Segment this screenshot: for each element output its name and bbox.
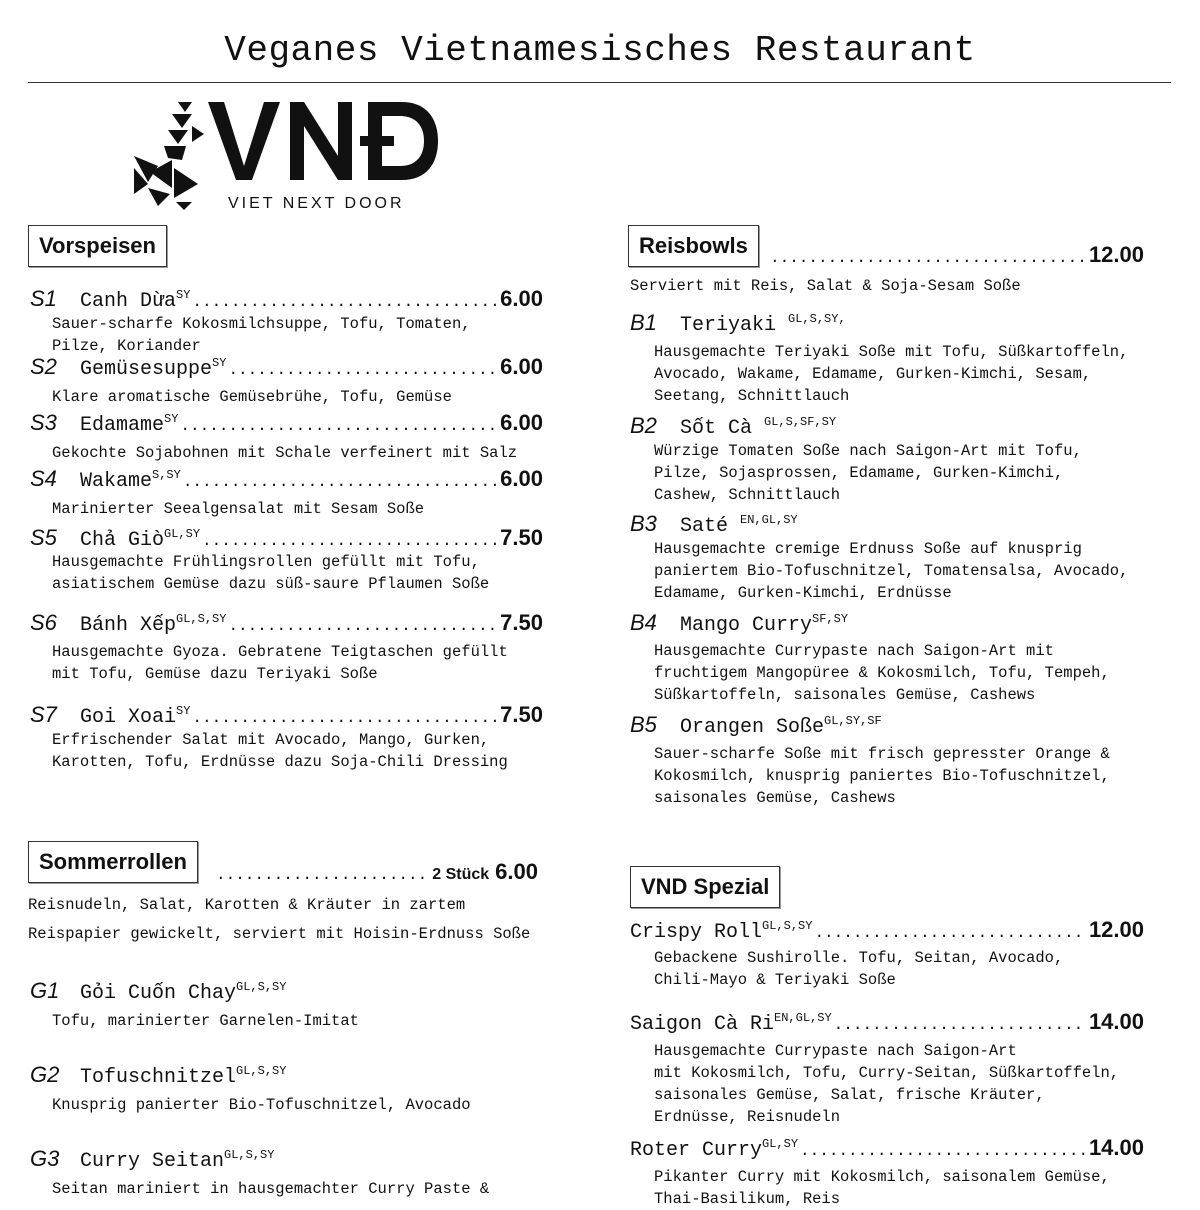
item-description: Sauer-scharfe Kokosmilchsuppe, Tofu, Tomaten, Pilze, Koriander	[52, 315, 471, 355]
item-name: Gỏi Cuốn Chay$^{GL,S,SY}$	[80, 980, 287, 1005]
menu-item-s4	[30, 466, 543, 493]
item-code: G1	[30, 978, 60, 1003]
item-description: Gebackene Sushirolle. Tofu, Seitan, Avocado, Chili-Mayo & Teriyaki Soße	[654, 949, 1064, 989]
item-price: 7.50	[500, 702, 543, 727]
dot-leader	[180, 417, 498, 435]
item-description: Würzige Tomaten Soße nach Saigon-Art mit Tofu, Pilze, Sojasprossen, Edamame, Gurken-Kimchi, Cashew, Schnittlauch	[654, 442, 1082, 504]
item-code: S3	[30, 410, 57, 435]
menu-item-g3	[30, 1146, 274, 1173]
item-code: B2	[630, 413, 657, 438]
dot-leader	[770, 249, 1087, 267]
item-code: G3	[30, 1146, 60, 1171]
dot-leader	[202, 532, 498, 550]
menu-item-roter-curry	[630, 1135, 1144, 1162]
dot-leader	[228, 617, 498, 635]
item-price: 14.00	[1088, 1009, 1144, 1034]
item-description: Hausgemachte Currypaste nach Saigon-Art mit fruchtigem Mangopüree & Kokosmilch, Tofu, Tempeh, Süßkartoffeln, saisonales Gemüse, Cashews	[654, 642, 1110, 704]
allergen-codes: GL,S,SY	[176, 612, 227, 626]
allergen-codes: GL,S,SY,	[788, 312, 846, 326]
menu-item-s1	[30, 286, 543, 313]
item-description: Hausgemachte Frühlingsrollen gefüllt mit Tofu, asiatischem Gemüse dazu süß-saure Pflaumen Soße	[52, 553, 490, 593]
allergen-codes: GL,S,SY	[236, 1064, 287, 1078]
item-code: S5	[30, 525, 57, 550]
item-code: B1	[630, 310, 657, 335]
item-price: 6.00	[500, 466, 543, 491]
item-code: B3	[630, 511, 657, 536]
item-name: Wakame$^{S,SY}$	[80, 468, 181, 493]
item-code: S6	[30, 610, 57, 635]
item-code: B5	[630, 712, 657, 737]
dot-leader	[814, 924, 1086, 942]
quantity-label: 2 Stück	[432, 866, 490, 883]
menu-item-s5	[30, 525, 543, 552]
dot-leader	[228, 361, 498, 379]
title-divider	[28, 82, 1171, 83]
item-name: Saigon Cà $Ri^{EN,GL,SY}$	[630, 1011, 832, 1036]
item-name: Roter Curry$^{GL,SY}$	[630, 1137, 799, 1162]
menu-item-crispy-roll	[630, 917, 1144, 944]
allergen-codes: EN,GL,SY	[740, 513, 798, 527]
allergen-codes: EN,GL,SY	[774, 1011, 832, 1025]
item-name: Mango Curry$^{SF,SY}$	[680, 612, 849, 637]
menu-item-g1	[30, 978, 286, 1005]
rooster-tangram-icon	[128, 98, 448, 216]
dot-leader	[216, 866, 430, 884]
section-intro: Serviert mit Reis, Salat & Soja-Sesam Soße	[630, 277, 1021, 295]
item-name: Crispy Roll$^{GL,S,SY}$	[630, 919, 813, 944]
allergen-codes: SY	[176, 704, 191, 718]
allergen-codes: GL,S,SY	[224, 1148, 275, 1162]
allergen-codes: GL,S,SF,SY	[764, 415, 837, 429]
section-heading-reisbowls: Reisbowls	[628, 225, 759, 267]
item-description: Erfrischender Salat mit Avocado, Mango, Gurken, Karotten, Tofu, Erdnüsse dazu Soja-Chili Dressing	[52, 731, 508, 771]
item-name: Tofuschnitzel$^{GL,S,SY}$	[80, 1064, 287, 1089]
item-description: Sauer-scharfe Soße mit frisch gepresster Orange & Kokosmilch, knusprig paniertes Bio-Tofuschnitzel, saisonales Gemüse, Cashews	[654, 745, 1110, 807]
reisbowls-price-line	[768, 242, 1144, 268]
allergen-codes: GL,SY	[164, 527, 201, 541]
item-price: 12.00	[1088, 917, 1144, 942]
item-name: Orangen Soße$^{GL,SY,SF}$	[680, 714, 882, 739]
item-description: Hausgemachte Currypaste nach Saigon-Art mit Kokosmilch, Tofu, Curry-Seitan, Süßkartoffeln, saisonales Gemüse, Salat, frische Kräuter, Erdnüsse, Reisnudeln	[654, 1042, 1120, 1126]
menu-item-b1	[630, 310, 846, 337]
item-code: S2	[30, 354, 57, 379]
allergen-codes: SY	[176, 288, 191, 302]
section-heading-sommerrollen: Sommerrollen	[28, 841, 198, 883]
item-name: Bánh Xếp$^{GL,S,SY}$	[80, 612, 227, 637]
item-name: Chả Giò$^{GL,SY}$	[80, 527, 201, 552]
section-price: 12.00	[1088, 242, 1144, 267]
allergen-codes: SY	[212, 356, 227, 370]
item-name: Teriyaki $^{GL,S,SY,}$	[680, 312, 846, 337]
item-code: B4	[630, 610, 657, 635]
item-description: Hausgemachte cremige Erdnuss Soße auf knusprig paniertem Bio-Tofuschnitzel, Tomatensalsa, Avocado, Edamame, Gurken-Kimchi, Erdnüsse	[654, 540, 1129, 602]
item-name: Sốt Cà $^{GL,S,SF,SY}$	[680, 415, 837, 440]
allergen-codes: S,SY	[152, 468, 181, 482]
section-price: 6.00	[495, 859, 538, 884]
dot-leader	[834, 1016, 1087, 1034]
item-description: Hausgemachte Teriyaki Soße mit Tofu, Süßkartoffeln, Avocado, Wakame, Edamame, Gurken-Kimchi, Sesam, Seetang, Schnittlauch	[654, 343, 1129, 405]
item-code: G2	[30, 1062, 60, 1087]
vnd-logo	[128, 98, 448, 216]
dot-leader	[800, 1142, 1087, 1160]
allergen-codes: GL,SY,SF	[824, 714, 882, 728]
menu-item-s2	[30, 354, 543, 381]
sommerrollen-price-line	[214, 859, 538, 885]
item-description: Hausgemachte Gyoza. Gebratene Teigtaschen gefüllt mit Tofu, Gemüse dazu Teriyaki Soße	[52, 643, 508, 683]
dot-leader	[192, 293, 498, 311]
item-description: Gekochte Sojabohnen mit Schale verfeinert mit Salz	[52, 444, 518, 462]
restaurant-title: Veganes Vietnamesisches Restaurant	[224, 30, 976, 71]
item-description: Pikanter Curry mit Kokosmilch, saisonalem Gemüse, Thai-Basilikum, Reis	[654, 1168, 1110, 1208]
allergen-codes: SF,SY	[812, 612, 849, 626]
allergen-codes: GL,S,SY	[236, 980, 287, 994]
menu-item-saigon-ca-ri	[630, 1009, 1144, 1036]
menu-item-g2	[30, 1062, 286, 1089]
item-description: Marinierter Seealgensalat mit Sesam Soße	[52, 500, 425, 518]
item-price: 7.50	[500, 525, 543, 550]
menu-item-b4	[630, 610, 848, 637]
item-name: Saté $^{EN,GL,SY}$	[680, 513, 798, 538]
item-code: S1	[30, 286, 57, 311]
item-price: 7.50	[500, 610, 543, 635]
menu-item-b5	[630, 712, 882, 739]
menu-item-s7	[30, 702, 543, 729]
menu-item-b2	[630, 413, 836, 440]
allergen-codes: GL,S,SY	[762, 919, 813, 933]
item-code: S4	[30, 466, 57, 491]
item-price: 6.00	[500, 410, 543, 435]
item-price: 6.00	[500, 354, 543, 379]
dot-leader	[183, 473, 498, 491]
item-price: 6.00	[500, 286, 543, 311]
menu-item-s3	[30, 410, 543, 437]
section-heading-vnd-spezial: VND Spezial	[630, 866, 780, 908]
item-price: 14.00	[1088, 1135, 1144, 1160]
item-description: Tofu, marinierter Garnelen-Imitat	[52, 1012, 359, 1030]
menu-item-s6	[30, 610, 543, 637]
item-name: Gemüsesuppe$^{SY}$	[80, 356, 227, 381]
dot-leader	[192, 709, 498, 727]
item-code: S7	[30, 702, 57, 727]
logo-tagline: VIET NEXT DOOR	[228, 195, 405, 212]
allergen-codes: SY	[164, 412, 179, 426]
section-heading-vorspeisen: Vorspeisen	[28, 225, 167, 267]
item-description: Klare aromatische Gemüsebrühe, Tofu, Gemüse	[52, 388, 452, 406]
allergen-codes: GL,SY	[762, 1137, 799, 1151]
menu-item-b3	[630, 511, 798, 538]
item-name: Goi Xoai$^{SY}$	[80, 704, 191, 729]
item-description: Knusprig panierter Bio-Tofuschnitzel, Avocado	[52, 1096, 471, 1114]
item-name: Curry Seitan$^{GL,S,SY}$	[80, 1148, 275, 1173]
item-description: Seitan mariniert in hausgemachter Curry Paste &	[52, 1180, 490, 1198]
item-name: Edamame$^{SY}$	[80, 412, 179, 437]
item-name: Canh Dừa$^{SY}$	[80, 288, 191, 313]
section-intro: Reisnudeln, Salat, Karotten & Kräuter in zartem Reispapier gewickelt, serviert mit Hoisin-Erdnuss Soße	[28, 896, 531, 943]
